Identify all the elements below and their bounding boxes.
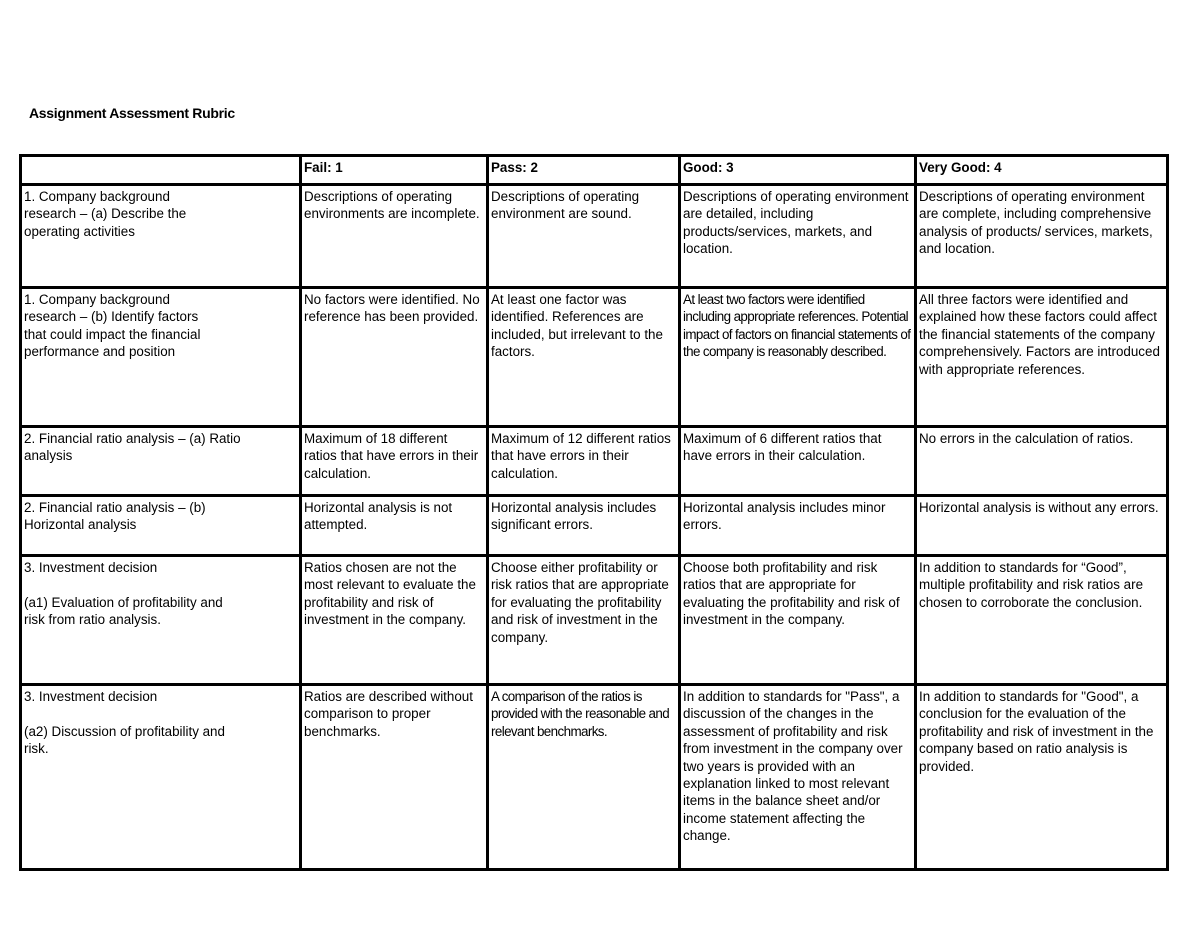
fail-cell: Descriptions of operating environments are incomplete. [301,185,488,288]
criterion-cell [21,427,301,496]
criterion-line: (a2) Discussion of profitability and [24,723,225,739]
table-row [21,496,1168,556]
criterion-cell [21,685,301,870]
criterion-spacer [24,576,296,593]
header-good: Good: 3 [680,156,916,185]
criterion-line: that could impact the financial [24,326,201,342]
criterion-line: risk. [24,741,49,757]
good-cell: Choose both profitability and risk ratios that are appropriate for evaluating the profitability and risk of investment in the company. [680,556,916,685]
criterion-spacer [24,705,296,722]
criterion-line: 1. Company background [24,189,170,204]
pass-cell: Descriptions of operating environment are sound. [488,185,680,288]
criterion-line: 2. Financial ratio analysis – (b) [24,500,206,515]
good-cell: Descriptions of operating environment are detailed, including products/services, markets, and location. [680,185,916,288]
criterion-cell [21,496,301,556]
pass-cell: A comparison of the ratios is provided with the reasonable and relevant benchmarks. [488,685,680,870]
criterion-line: 2. Financial ratio analysis – (a) Ratio [24,431,241,446]
good-cell: Maximum of 6 different ratios that have errors in their calculation. [680,427,916,496]
very-good-cell: No errors in the calculation of ratios. [916,427,1168,496]
header-pass: Pass: 2 [488,156,680,185]
criterion-cell [21,556,301,685]
table-row [21,685,1168,870]
criterion-cell [21,288,301,427]
criterion-line: Horizontal analysis [24,517,137,533]
very-good-cell: All three factors were identified and explained how these factors could affect the financial statements of the company comprehensively. Factors are introduced with appropriate references. [916,288,1168,427]
table-row [21,427,1168,496]
good-cell: At least two factors were identified including appropriate references. Potential impact of factors on financial statements of the company is reasonably described. [680,288,916,427]
pass-cell: Horizontal analysis includes significant errors. [488,496,680,556]
pass-cell: Maximum of 12 different ratios that have errors in their calculation. [488,427,680,496]
table-row [21,288,1168,427]
rubric-table [19,154,1169,871]
criterion-cell [21,185,301,288]
criterion-line: performance and position [24,344,176,360]
criterion-line: analysis [24,448,73,464]
header-row [21,156,1168,185]
fail-cell: Maximum of 18 different ratios that have errors in their calculation. [301,427,488,496]
criterion-line: risk from ratio analysis. [24,612,161,628]
good-cell: In addition to standards for "Pass", a discussion of the changes in the assessment of profitability and risk from investment in the company over two years is provided with an explanation linked to most relevant items in the balance sheet and/or income statement affecting the change. [680,685,916,870]
fail-cell: Ratios chosen are not the most relevant to evaluate the profitability and risk of investment in the company. [301,556,488,685]
very-good-cell: In addition to standards for "Good", a conclusion for the evaluation of the profitability and risk of investment in the company based on ratio analysis is provided. [916,685,1168,870]
table-row [21,185,1168,288]
criterion-line: 3. Investment decision [24,689,158,704]
criterion-line: (a1) Evaluation of profitability and [24,594,223,610]
fail-cell: Ratios are described without comparison to proper benchmarks. [301,685,488,870]
very-good-cell: In addition to standards for “Good”, multiple profitability and risk ratios are chosen to corroborate the conclusion. [916,556,1168,685]
criterion-line: 1. Company background [24,292,170,307]
criterion-line: research – (b) Identify factors [24,309,199,325]
very-good-cell: Horizontal analysis is without any errors. [916,496,1168,556]
criterion-line: 3. Investment decision [24,560,158,575]
page-title: Assignment Assessment Rubric [29,105,235,121]
pass-cell: At least one factor was identified. References are included, but irrelevant to the factors. [488,288,680,427]
header-fail: Fail: 1 [301,156,488,185]
header-criterion [21,156,301,185]
table-row [21,556,1168,685]
fail-cell: Horizontal analysis is not attempted. [301,496,488,556]
criterion-line: research – (a) Describe the [24,206,187,222]
criterion-line: operating activities [24,223,135,239]
pass-cell: Choose either profitability or risk ratios that are appropriate for evaluating the profitability and risk of investment in the company. [488,556,680,685]
header-very-good: Very Good: 4 [916,156,1168,185]
fail-cell: No factors were identified. No reference has been provided. [301,288,488,427]
very-good-cell: Descriptions of operating environment are complete, including comprehensive analysis of products/ services, markets, and location. [916,185,1168,288]
good-cell: Horizontal analysis includes minor errors. [680,496,916,556]
